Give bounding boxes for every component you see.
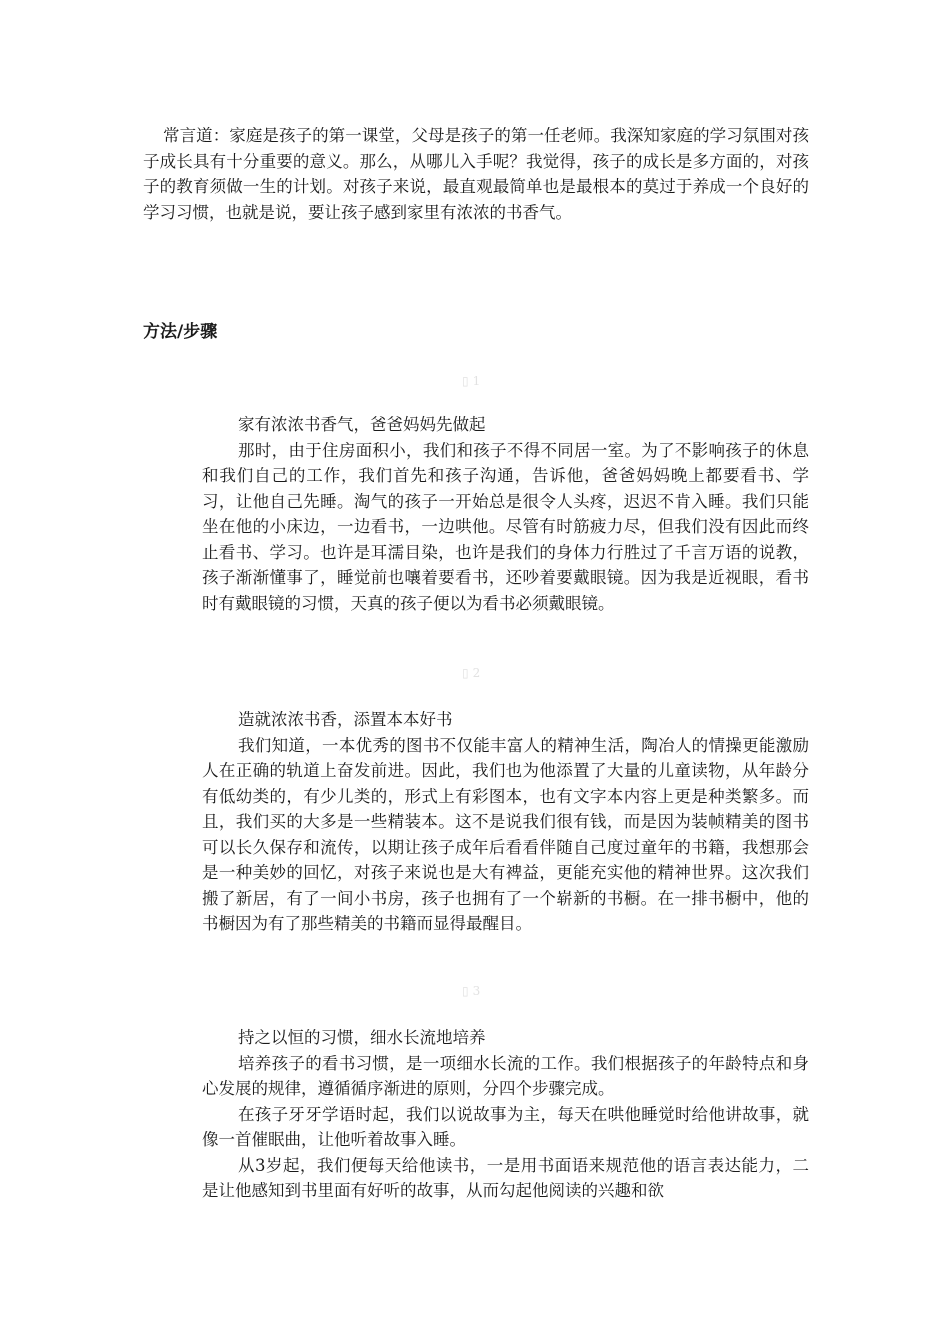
step-number: 2 [472, 666, 485, 680]
step-paragraph: 我们知道，一本优秀的图书不仅能丰富人的精神生活，陶冶人的情操更能激励人在正确的轨道上奋发前进。因此，我们也为他添置了大量的儿童读物，从年龄分有低幼类的，有少儿类的，形式上有彩图本，也有文字本内容上更是种类繁多。而且，我们买的大多是一些精装本。这不是说我们很有钱，而是因为装帧精美的图书可以长久保存和流传，以期让孩子成年后看看伴随自己度过童年的书籍，我想那会是一种美妙的回忆，对孩子来说也是大有裨益，更能充实他的精神世界。这次我们搬了新居，有了一间小书房，孩子也拥有了一个崭新的书橱。在一排书橱中，他的书橱因为有了那些精美的书籍而显得最醒目。 [202, 735, 809, 933]
step-paragraph: 从3岁起，我们便每天给他读书，一是用书面语来规范他的语言表达能力，二是让他感知到书里面有好听的故事，从而勾起他阅读的兴趣和欲 [202, 1155, 809, 1200]
step-paragraph: 培养孩子的看书习惯，是一项细水长流的工作。我们根据孩子的年龄特点和身心发展的规律，遵循循序渐进的原则，分四个步骤完成。 [202, 1053, 809, 1098]
intro-paragraph: 常言道：家庭是孩子的第一课堂，父母是孩子的第一任老师。我深知家庭的学习氛围对孩子成长具有十分重要的意义。那么，从哪儿入手呢？我觉得，孩子的成长是多方面的，对孩子的教育须做一生的计划。对孩子来说，最直观最简单也是最根本的莫过于养成一个良好的学习习惯，也就是说，要让孩子感到家里有浓浓的书香气。 [143, 126, 809, 222]
step-number: 1 [472, 374, 485, 388]
step-icon: ▯ [462, 374, 473, 388]
step-title: 持之以恒的习惯，细水长流地培养 [238, 1028, 486, 1047]
step-marker-2 [462, 666, 484, 680]
step-paragraph: 在孩子牙牙学语时起，我们以说故事为主，每天在哄他睡觉时给他讲故事，就像一首催眠曲，让他听着故事入睡。 [202, 1104, 809, 1149]
step-title: 家有浓浓书香气，爸爸妈妈先做起 [238, 415, 486, 434]
step-number: 3 [472, 984, 485, 998]
step-title: 造就浓浓书香，添置本本好书 [238, 710, 453, 729]
step-3 [202, 1025, 809, 1204]
step-marker-3 [462, 984, 484, 998]
step-icon: ▯ [462, 666, 473, 680]
step-1 [202, 412, 809, 616]
step-2 [202, 707, 809, 937]
section-heading: 方法/步骤 [143, 322, 218, 342]
step-paragraph: 那时，由于住房面积小，我们和孩子不得不同居一室。为了不影响孩子的休息和我们自己的工作，我们首先和孩子沟通，告诉他，爸爸妈妈晚上都要看书、学习，让他自己先睡。淘气的孩子一开始总是很令人头疼，迟迟不肯入睡。我们只能坐在他的小床边，一边看书，一边哄他。尽管有时筋疲力尽，但我们没有因此而终止看书、学习。也许是耳濡目染，也许是我们的身体力行胜过了千言万语的说教，孩子渐渐懂事了，睡觉前也嚷着要看书，还吵着要戴眼镜。因为我是近视眼，看书时有戴眼镜的习惯，天真的孩子便以为看书必须戴眼镜。 [202, 440, 809, 613]
step-icon: ▯ [462, 984, 473, 998]
step-marker-1 [462, 374, 484, 388]
